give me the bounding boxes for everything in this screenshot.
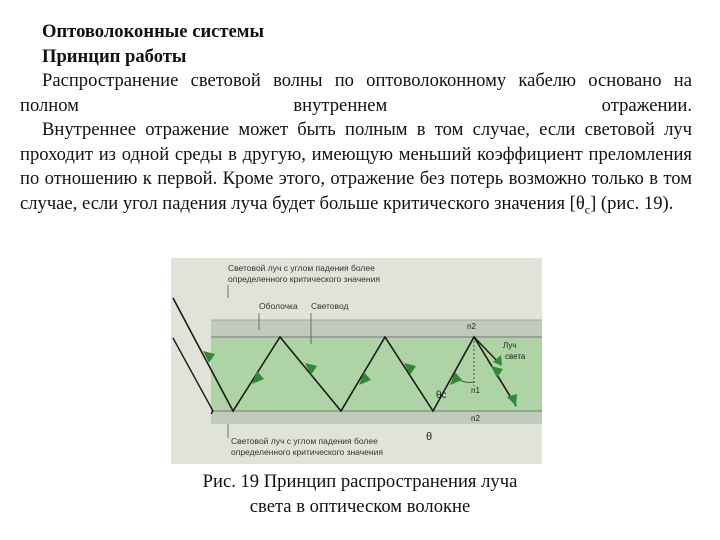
fiber-diagram-svg xyxy=(171,258,542,464)
label-theta-c: θc xyxy=(436,390,447,401)
label-ray-2: света xyxy=(505,352,526,361)
label-cladding: Оболочка xyxy=(259,301,298,311)
document-text xyxy=(20,20,692,222)
cladding-bottom xyxy=(211,411,542,424)
theta-subscript: c xyxy=(584,202,591,217)
section-heading: Принцип работы xyxy=(42,45,187,67)
paragraph-1-line-1 xyxy=(20,69,692,118)
label-bottom-1: Световой луч с углом падения более xyxy=(231,436,378,446)
label-bottom-2: определенного критического значения xyxy=(231,447,383,457)
fiber-diagram xyxy=(171,258,542,464)
paragraph-1: Распространение световой волны по оптоволоконному кабелю основано на полном внутреннем отражении. xyxy=(20,70,692,116)
paragraph-2 xyxy=(20,118,692,222)
label-n1: n1 xyxy=(471,386,480,395)
label-ray-1: Луч xyxy=(503,341,517,350)
core xyxy=(211,337,542,411)
label-top-2: определенного критического значения xyxy=(228,274,380,284)
label-n2-bottom: n2 xyxy=(471,414,480,423)
figure-caption xyxy=(150,470,570,519)
cladding-top xyxy=(211,320,542,337)
theta-symbol: θ xyxy=(575,192,585,214)
label-theta: θ xyxy=(426,431,433,443)
caption-line-2: света в оптическом волокне xyxy=(249,495,471,517)
document-title: Оптоволоконные системы xyxy=(42,21,264,42)
caption-line-1: Рис. 19 Принцип распространения луча xyxy=(202,471,518,492)
label-top-1: Световой луч с углом падения более xyxy=(228,263,375,273)
paragraph-2-tail: ] (рис. 19). xyxy=(590,192,674,214)
label-n2-top: n2 xyxy=(467,322,476,331)
paragraph-2-text: Внутреннее отражение может быть полным в том случае, если световой луч проходит из одной среды в другую, имеющую меньший коэффициент преломления по отношению к первой. Кроме этого, отражение без потерь возможно только в том случае, если угол падения луча будет больше критического значения [ xyxy=(20,119,692,214)
label-core: Световод xyxy=(311,301,349,311)
